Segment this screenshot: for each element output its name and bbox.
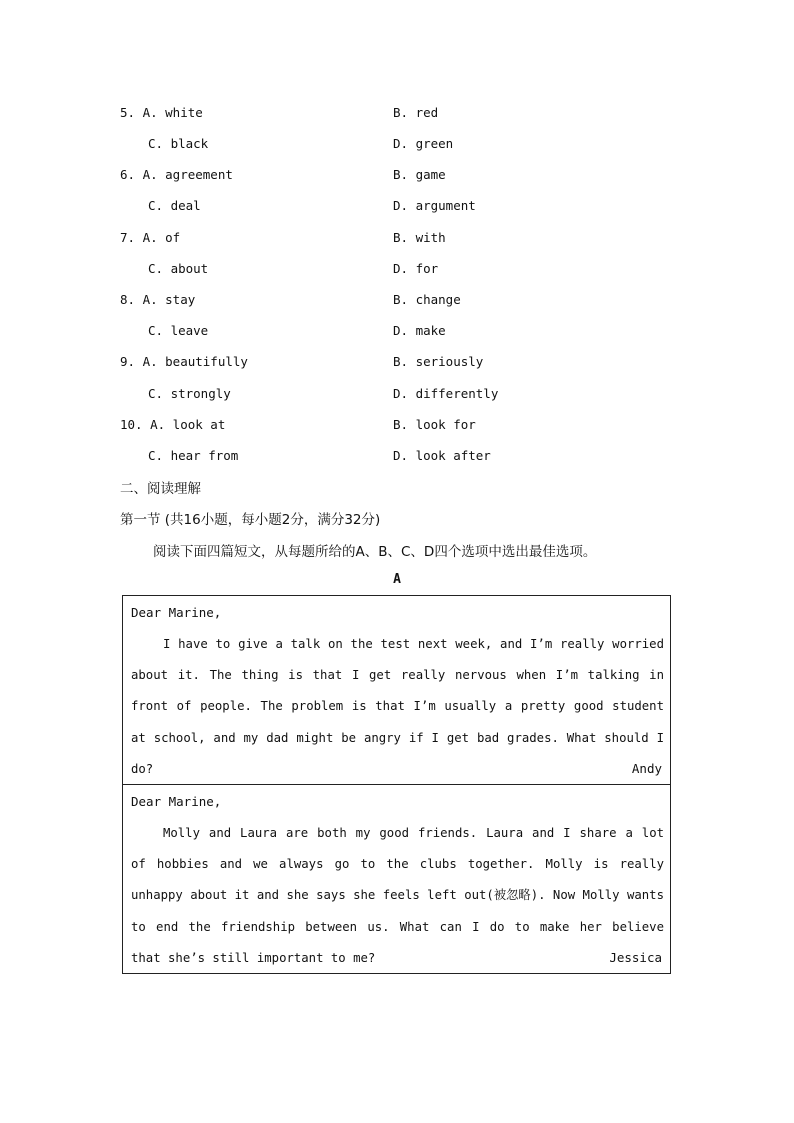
letter-body: Molly and Laura are both my good friends. Laura and I share a lot of hobbies and we always go to the clubs together. Molly is really unhappy about it and she says she feels left out(被忽略). Now Molly wants to end the friendship between us. What can I do to make her believe that she’s still important to me? — [131, 826, 664, 965]
option-c: C. deal — [148, 198, 201, 213]
option-b: B. seriously — [393, 354, 484, 369]
letter-signature: Jessica — [609, 950, 662, 965]
letter-greeting: Dear Marine, — [131, 794, 222, 809]
section-part-info: 第一节 (共16小题，每小题2分，满分32分) — [120, 512, 381, 528]
question-row — [0, 165, 794, 185]
option-a: 5. A. white — [120, 105, 203, 120]
option-c: C. black — [148, 136, 209, 151]
option-c: C. strongly — [148, 386, 231, 401]
option-d: D. for — [393, 261, 439, 276]
letter-box-jessica — [122, 784, 671, 974]
letter-greeting: Dear Marine, — [131, 605, 222, 620]
option-c: C. about — [148, 261, 209, 276]
letter-signature: Andy — [631, 761, 662, 776]
question-row — [0, 196, 794, 216]
option-a: 6. A. agreement — [120, 167, 233, 182]
question-row — [0, 321, 794, 341]
letter-body: I have to give a talk on the test next week, and I’m really worried about it. The thing is that I get really nervous when I’m talking in front of people. The problem is that I’m usually a pretty good student at school, and my dad might be angry if I get bad grades. What should I do? — [131, 637, 664, 776]
question-row — [0, 228, 794, 248]
option-d: D. argument — [393, 198, 476, 213]
question-row — [0, 103, 794, 123]
option-a: 10. A. look at — [120, 417, 226, 432]
question-row — [0, 446, 794, 466]
option-c: C. hear from — [148, 448, 239, 463]
option-b: B. look for — [393, 417, 476, 432]
letter-box-andy — [122, 595, 671, 785]
option-b: B. red — [393, 105, 439, 120]
option-b: B. change — [393, 292, 461, 307]
option-b: B. game — [393, 167, 446, 182]
option-a: 7. A. of — [120, 230, 181, 245]
option-d: D. look after — [393, 448, 491, 463]
option-b: B. with — [393, 230, 446, 245]
question-row — [0, 352, 794, 372]
question-row — [0, 415, 794, 435]
option-a: 8. A. stay — [120, 292, 196, 307]
passage-title: A — [393, 572, 401, 587]
question-row — [0, 290, 794, 310]
option-d: D. make — [393, 323, 446, 338]
option-d: D. green — [393, 136, 454, 151]
question-row — [0, 259, 794, 279]
question-row — [0, 134, 794, 154]
question-row — [0, 384, 794, 404]
option-c: C. leave — [148, 323, 209, 338]
option-d: D. differently — [393, 386, 499, 401]
section-heading: 二、阅读理解 — [120, 481, 201, 497]
section-instruction: 阅读下面四篇短文，从每题所给的A、B、C、D四个选项中选出最佳选项。 — [153, 544, 597, 560]
option-a: 9. A. beautifully — [120, 354, 248, 369]
